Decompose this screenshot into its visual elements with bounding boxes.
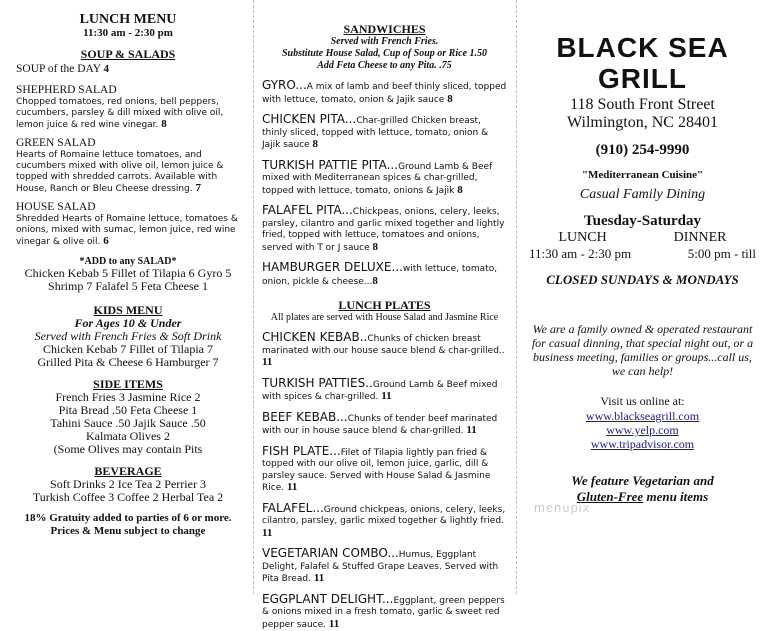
plate-item: BEEF KEBAB...Chunks of tender beef marinated with our in house sauce blend & char-grilled. 11 [262, 410, 507, 438]
kids-line: Grilled Pita & Cheese 6 Hamburger 7 [16, 356, 240, 369]
lunch-label: LUNCH [558, 230, 606, 246]
sandwich-price: 8 [457, 184, 463, 196]
sandwich-name: CHICKEN PITA... [262, 112, 356, 126]
soup-item [16, 63, 240, 76]
plate-price: 11 [262, 527, 272, 539]
add-to-salad-line: Chicken Kebab 5 Fillet of Tilapia 6 Gyro 5 [16, 267, 240, 280]
closed-notice: CLOSED SUNDAYS & MONDAYS [525, 272, 760, 288]
tripadvisor-link[interactable]: www.tripadvisor.com [591, 437, 694, 451]
sandwiches-sub: Add Feta Cheese to any Pita. .75 [262, 60, 507, 72]
side-line: Pita Bread .50 Feta Cheese 1 [16, 404, 240, 417]
hours-values [525, 246, 760, 262]
restaurant-name: BLACK SEA [525, 32, 760, 63]
sandwich-item: TURKISH PATTIE PITA...Ground Lamb & Beef mixed with Mediterranean spices & char-grilled, topped with lettuce, tomato, onions & Jajik 8 [262, 158, 507, 198]
address-line: Wilmington, NC 28401 [525, 114, 760, 132]
sandwich-item: CHICKEN PITA...Char-grilled Chicken breast, thinly sliced, topped with lettuce, tomato, onion & Jajik sauce 8 [262, 112, 507, 152]
plate-name: FALAFEL... [262, 501, 324, 515]
salad-item [16, 137, 240, 195]
side-line: (Some Olives may contain Pits [16, 443, 240, 456]
plate-price: 11 [314, 572, 324, 584]
plate-item: CHICKEN KEBAB..Chunks of chicken breast marinated with our house sauce blend & char-grilled.. 11 [262, 330, 507, 370]
sandwich-name: TURKISH PATTIE PITA... [262, 158, 398, 172]
salad-desc: Chopped tomatoes, red onions, bell peppers, cucumbers, parsley & dill mixed with olive oil, lemon juice & red wine vinegar. 8 [16, 97, 240, 131]
plate-name: FISH PLATE... [262, 444, 341, 458]
salad-price: 6 [103, 235, 109, 247]
lunch-hours-value: 11:30 am - 2:30 pm [529, 246, 631, 262]
about-text: We are a family owned & operated restaurant for casual dinning, that special night out, or a business meeting, families or groups...call us, we can help! [525, 322, 760, 378]
tagline: Casual Family Dining [525, 187, 760, 203]
feature-line: We feature Vegetarian and [525, 473, 760, 489]
side-items-title: SIDE ITEMS [16, 377, 240, 391]
sandwich-name: GYRO... [262, 78, 307, 92]
lunch-hours: 11:30 am - 2:30 pm [16, 27, 240, 39]
plate-item: VEGETARIAN COMBO...Humus, Eggplant Delight, Falafel & Stuffed Grape Leaves. Served with Pita Bread. 11 [262, 546, 507, 586]
lunch-plates-sub: All plates are served with House Salad and Jasmine Rice [262, 312, 507, 324]
plate-name: TURKISH PATTIES.. [262, 376, 373, 390]
sandwich-item: FALAFEL PITA...Chickpeas, onions, celery, leeks, parsley, cilantro and garlic mixed together and lightly fried, topped with lettuce, tomatoes and onions, served with T or J sauce 8 [262, 203, 507, 254]
watermark-text: menupix [534, 500, 590, 515]
salad-desc: Hearts of Romaine lettuce tomatoes, and cucumbers mixed with olive oil, lemon juice & topped with shredded carrots. Available with House, Ranch or Bleu Cheese dressing. 7 [16, 150, 240, 195]
beverage-title: BEVERAGE [16, 464, 240, 478]
plate-price: 11 [287, 481, 297, 493]
beverage-line: Soft Drinks 2 Ice Tea 2 Perrier 3 [16, 478, 240, 491]
gratuity-note: 18% Gratuity added to parties of 6 or more. [16, 512, 240, 525]
sandwich-name: FALAFEL PITA... [262, 203, 353, 217]
open-days: Tuesday-Saturday [525, 213, 760, 230]
website-link[interactable]: www.blackseagrill.com [586, 409, 699, 423]
sandwich-item: GYRO...A mix of lamb and beef thinly sliced, topped with lettuce, tomato, onion & Jajik sauce 8 [262, 78, 507, 106]
plate-name: EGGPLANT DELIGHT... [262, 592, 393, 606]
kids-subtitle: For Ages 10 & Under [16, 317, 240, 330]
plate-name: BEEF KEBAB... [262, 410, 348, 424]
salad-item [16, 84, 240, 131]
soup-name: SOUP of the DAY [16, 63, 101, 75]
sandwiches-sub: Substitute House Salad, Cup of Soup or Rice 1.50 [262, 48, 507, 60]
beverage-line: Turkish Coffee 3 Coffee 2 Herbal Tea 2 [16, 491, 240, 504]
add-to-salad-line: Shrimp 7 Falafel 5 Feta Cheese 1 [16, 280, 240, 293]
sandwich-column [253, 0, 513, 594]
dinner-hours-value: 5:00 pm - till [688, 246, 756, 262]
plate-price: 11 [329, 618, 339, 630]
sandwich-price: 8 [447, 93, 453, 105]
sandwich-price: 8 [372, 275, 378, 287]
kids-menu-title: KIDS MENU [16, 303, 240, 317]
plate-price: 11 [262, 356, 272, 368]
soup-price: 4 [104, 63, 110, 75]
address-line: 118 South Front Street [525, 96, 760, 114]
plate-price: 11 [381, 390, 391, 402]
phone-number: (910) 254-9990 [525, 142, 760, 159]
side-line: French Fries 3 Jasmine Rice 2 [16, 391, 240, 404]
plate-item: FISH PLATE...Filet of Tilapia lightly pan fried & topped with our olive oil, lemon juice, garlic, dill & parsley sauce. Served with House Salad & Jasmine Rice. 11 [262, 444, 507, 495]
sandwiches-sub: Served with French Fries. [262, 36, 507, 48]
kids-line: Chicken Kebab 7 Fillet of Tilapia 7 [16, 343, 240, 356]
prices-note: Prices & Menu subject to change [16, 525, 240, 538]
yelp-link[interactable]: www.yelp.com [606, 423, 679, 437]
sandwich-name: HAMBURGER DELUXE... [262, 260, 403, 274]
plate-price: 11 [466, 424, 476, 436]
lunch-plates-title: LUNCH PLATES [262, 298, 507, 312]
salad-name: SHEPHERD SALAD [16, 84, 240, 97]
visit-label: Visit us online at: [525, 394, 760, 409]
plate-item: FALAFEL...Ground chickpeas, onions, celery, leeks, cilantro, parsley, garlic mixed together & lightly fried. 11 [262, 501, 507, 541]
plate-name: VEGETARIAN COMBO... [262, 546, 399, 560]
lunch-menu-title: LUNCH MENU [16, 12, 240, 27]
restaurant-name: GRILL [525, 63, 760, 94]
plate-item: TURKISH PATTIES..Ground Lamb & Beef mixed with spices & char-grilled. 11 [262, 376, 507, 404]
salad-name: HOUSE SALAD [16, 201, 240, 214]
hours-labels [525, 230, 760, 246]
add-to-salad-title: *ADD to any SALAD* [16, 256, 240, 267]
plate-item: EGGPLANT DELIGHT...Eggplant, green peppers & onions mixed in a fresh tomato, garlic & sweet red pepper sauce. 11 [262, 592, 507, 631]
salad-price: 7 [196, 182, 202, 194]
soup-salads-header: SOUP & SALADS [16, 47, 240, 61]
side-line: Tahini Sauce .50 Jajik Sauce .50 [16, 417, 240, 430]
sandwiches-title: SANDWICHES [262, 22, 507, 36]
lunch-column [0, 0, 250, 594]
salad-desc: Shredded Hearts of Romaine lettuce, tomatoes & onions, mixed with sumac, lemon juice, red wine vinegar & olive oil. 6 [16, 214, 240, 248]
sandwich-item: HAMBURGER DELUXE...with lettuce, tomato, onion, pickle & cheese...8 [262, 260, 507, 288]
feature-line-2: Gluten-Free menu items [525, 489, 760, 505]
side-line: Kalmata Olives 2 [16, 430, 240, 443]
salad-price: 8 [161, 118, 167, 130]
cuisine-label: "Mediterranean Cuisine" [525, 169, 760, 181]
plate-name: CHICKEN KEBAB.. [262, 330, 367, 344]
salad-item [16, 201, 240, 248]
sandwich-price: 8 [313, 138, 319, 150]
kids-subtitle: Served with French Fries & Soft Drink [16, 330, 240, 343]
sandwich-price: 8 [373, 241, 379, 253]
dinner-label: DINNER [674, 230, 727, 246]
gluten-free-text: Gluten-Free [577, 489, 643, 504]
salad-name: GREEN SALAD [16, 137, 240, 150]
